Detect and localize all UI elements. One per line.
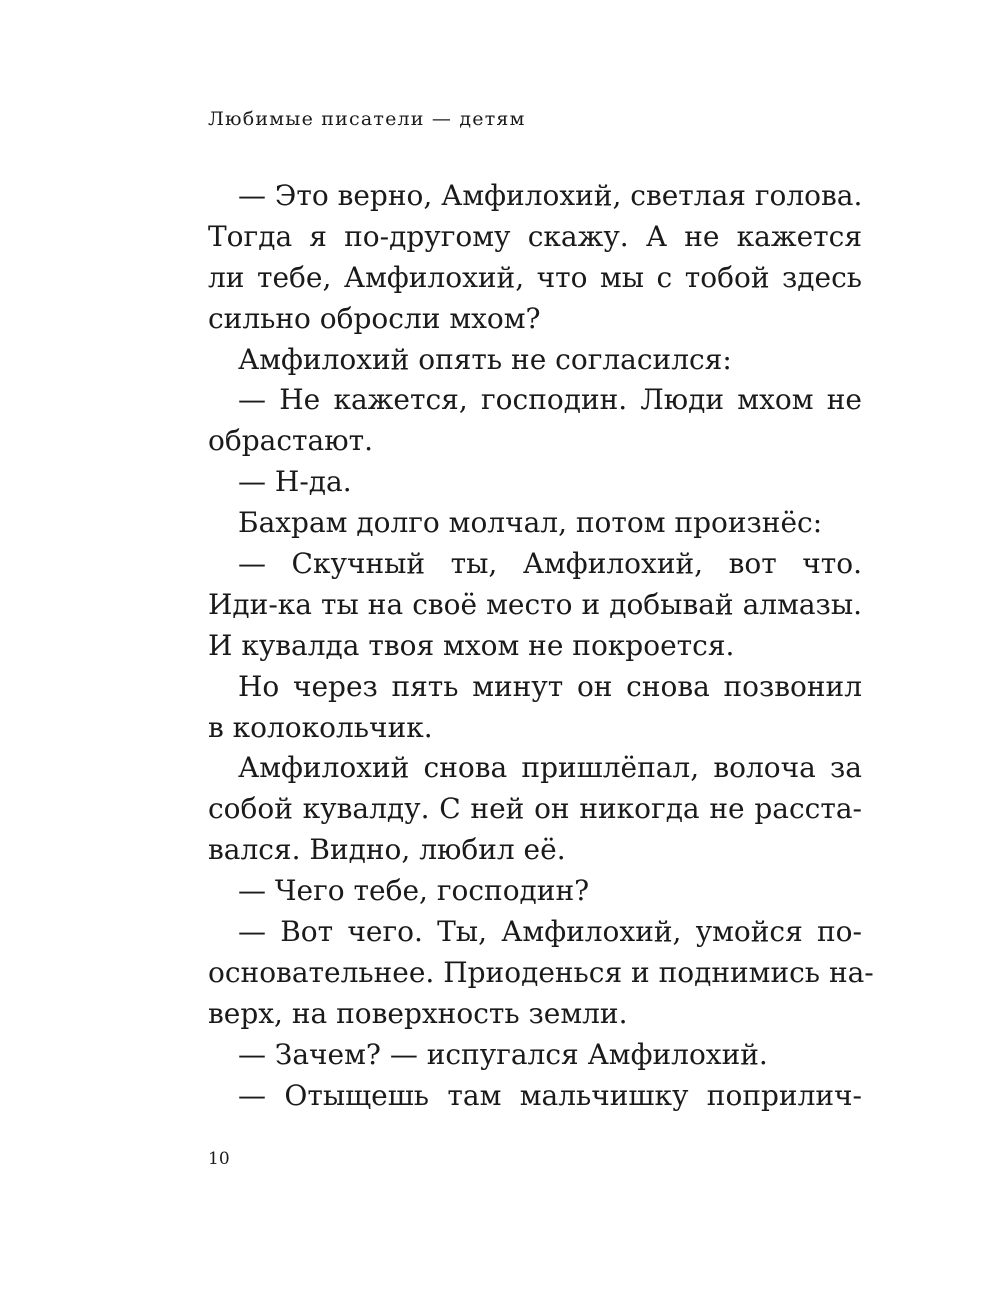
text-line: — Не кажется, господин. Люди мхом не [238, 383, 862, 417]
text-line: вался. Видно, любил её. [208, 833, 566, 867]
text-line: — Отыщешь там мальчишку поприлич- [238, 1078, 862, 1112]
text-line: ли тебе, Амфилохий, что мы с тобой здесь [208, 260, 862, 294]
text-line: — Чего тебе, господин? [238, 874, 590, 908]
text-line: Амфилохий снова пришлёпал, волоча за [238, 751, 862, 785]
text-line: — Зачем? — испугался Амфилохий. [238, 1037, 768, 1071]
text-line: Тогда я по-другому скажу. А не кажется [208, 219, 862, 253]
text-line: — Вот чего. Ты, Амфилохий, умойся по- [238, 915, 862, 949]
body-text [208, 176, 874, 1116]
text-line: в колокольчик. [208, 710, 433, 744]
text-line: Бахрам долго молчал, потом произнёс: [238, 506, 823, 540]
text-line: — Скучный ты, Амфилохий, вот что. [238, 547, 862, 581]
text-line: — Это верно, Амфилохий, светлая голова. [238, 179, 863, 212]
running-head: Любимые писатели — детям [208, 108, 526, 130]
text-line: основательнее. Приоденься и поднимись на- [208, 955, 874, 989]
text-line: верх, на поверхность земли. [208, 996, 628, 1030]
text-line: собой кувалду. С ней он никогда не расста- [208, 792, 862, 826]
text-line: обрастают. [208, 424, 373, 458]
text-line: И кувалда твоя мхом не покроется. [208, 628, 735, 662]
text-line: Амфилохий опять не согласился: [238, 342, 732, 376]
page-number: 10 [208, 1149, 230, 1169]
text-line: Но через пять минут он снова позвонил [238, 669, 862, 703]
text-line: Иди-ка ты на своё место и добывай алмазы. [208, 587, 862, 621]
text-line: — Н-да. [238, 465, 352, 499]
text-line: сильно обросли мхом? [208, 301, 541, 335]
